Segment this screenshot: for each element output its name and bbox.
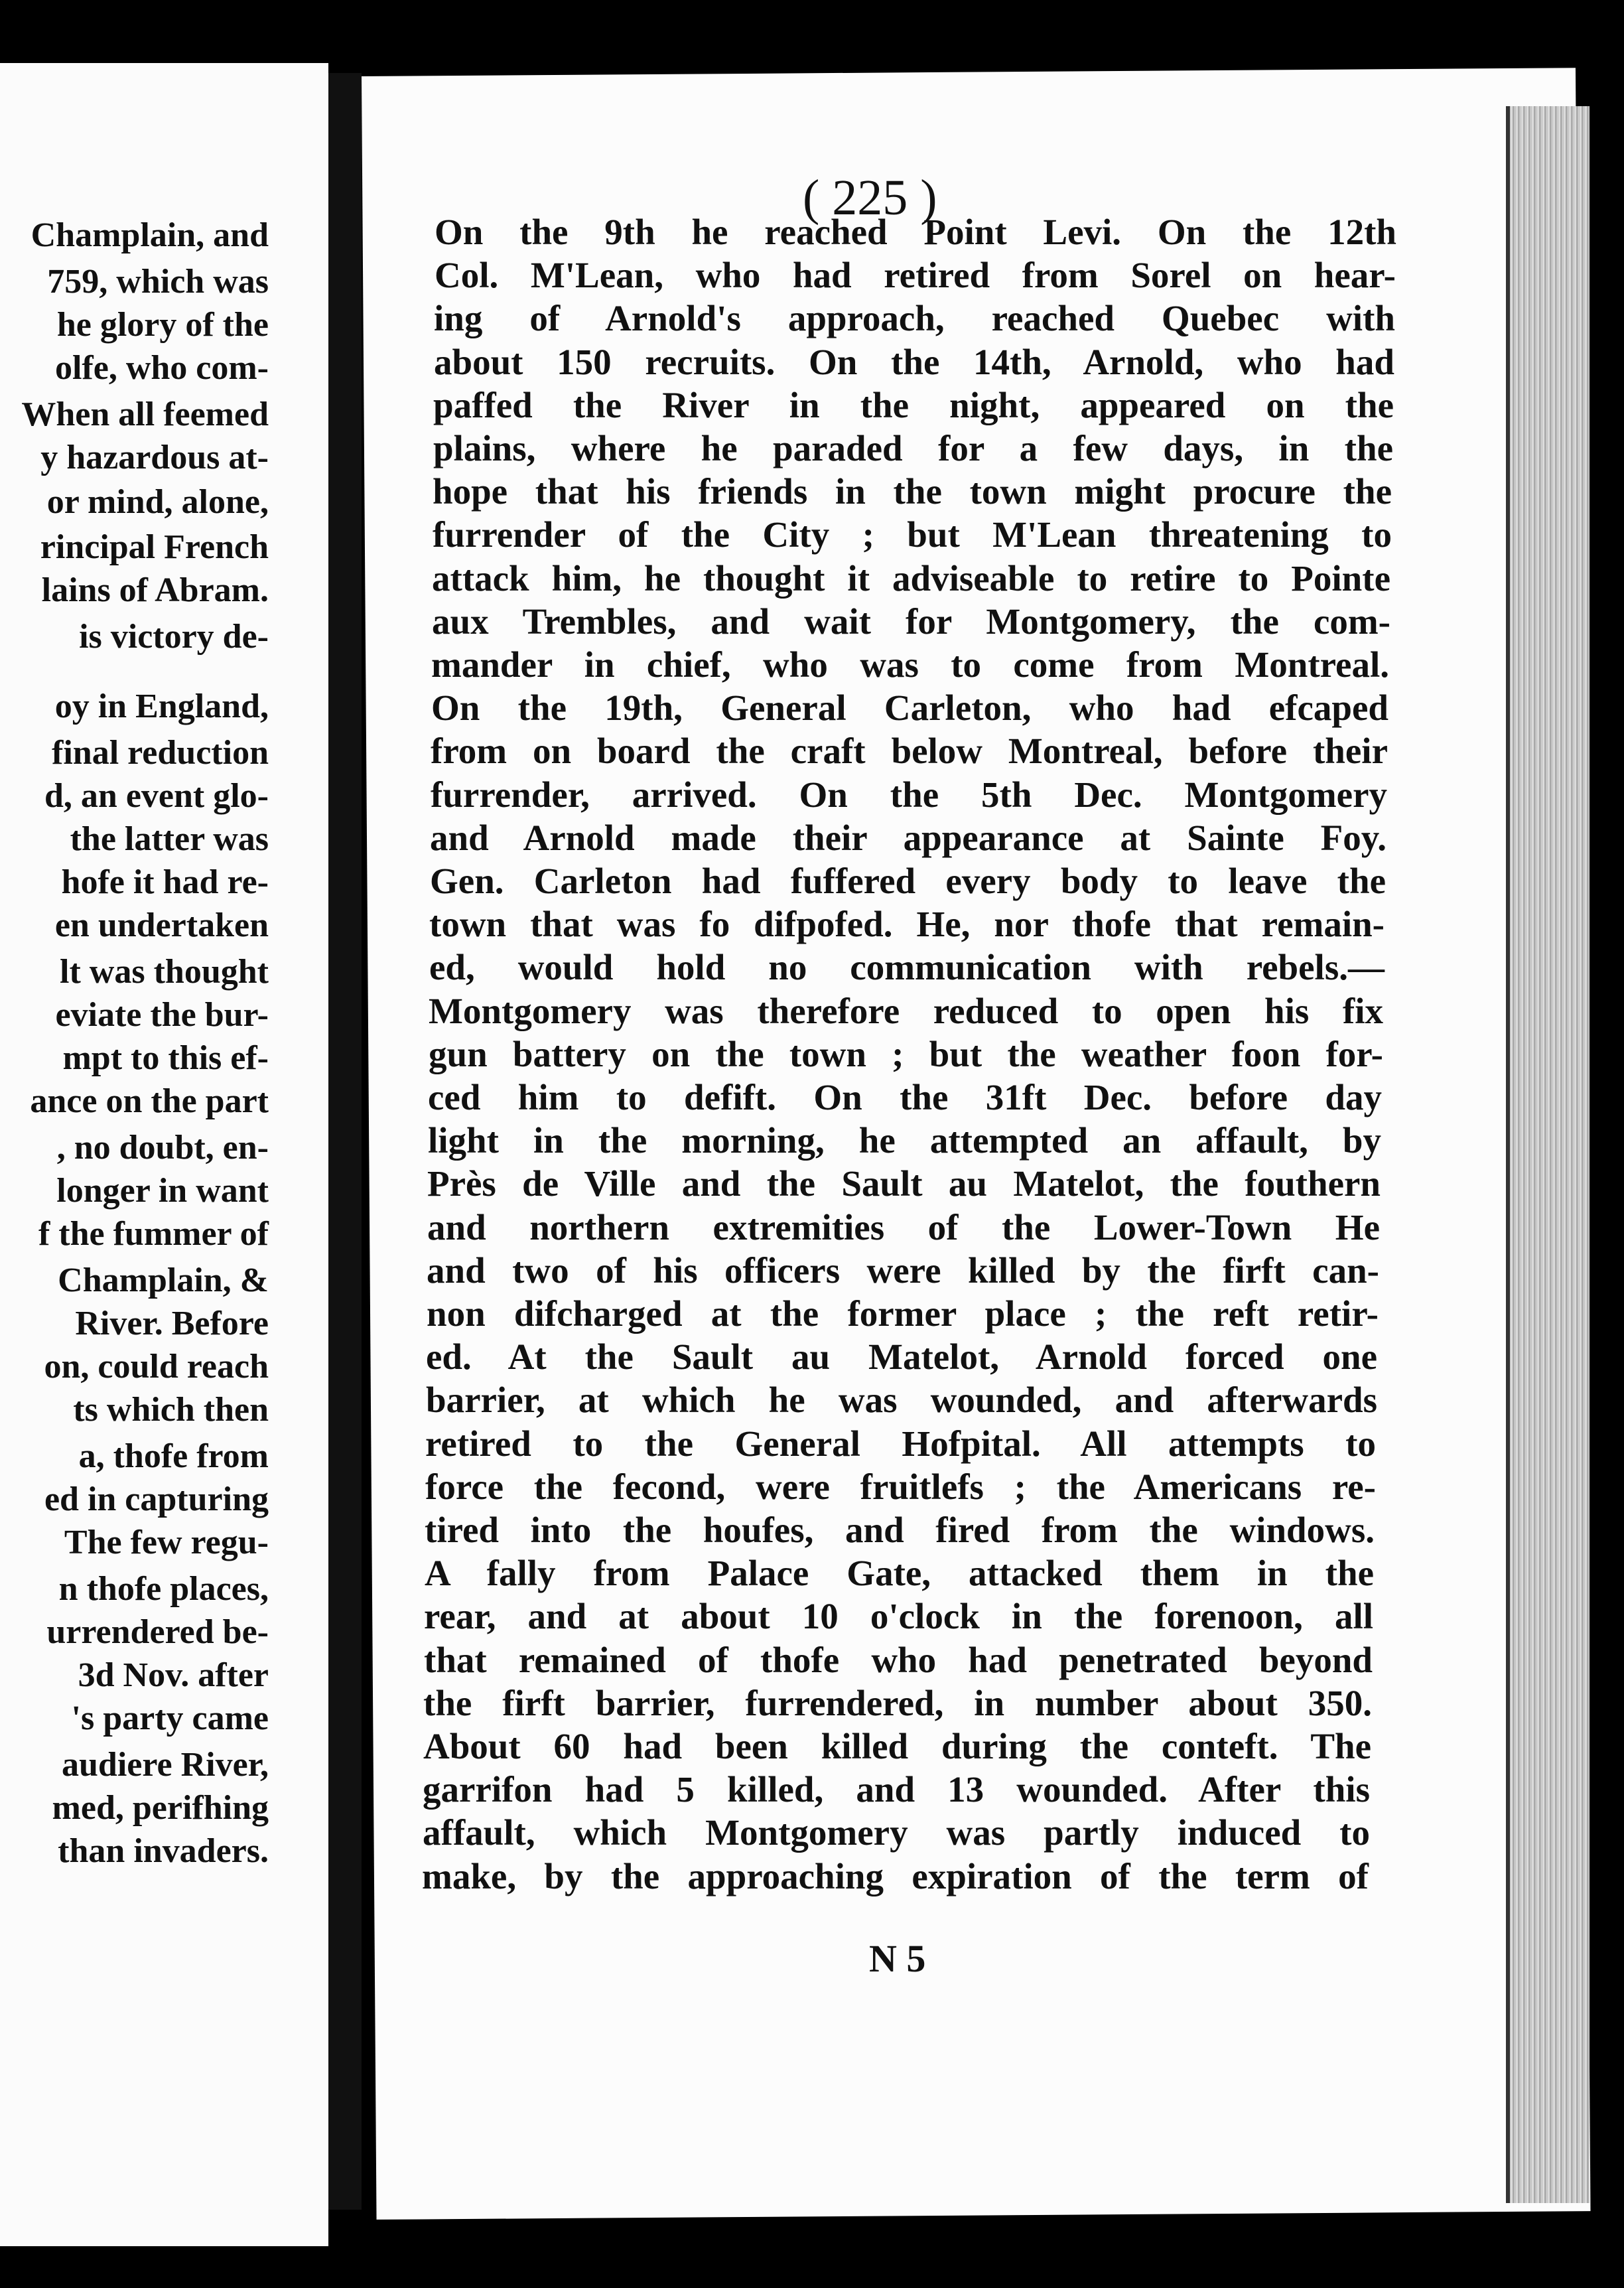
body-text-line: retired to the General Hofpital. All attempts to — [425, 1423, 1376, 1464]
left-page-line: eviate the bur- — [55, 996, 269, 1034]
body-text-line: the firft barrier, furrendered, in number about 350. — [423, 1683, 1372, 1723]
left-page-line: on, could reach — [44, 1348, 269, 1386]
body-text-line: ed. At the Sault au Matelot, Arnold forced one — [426, 1336, 1377, 1377]
left-facing-page — [0, 63, 328, 2246]
body-text-line: barrier, at which he was wounded, and afterwards — [426, 1380, 1377, 1420]
body-text-line: garrifon had 5 killed, and 13 wounded. After this — [423, 1769, 1370, 1810]
body-text-line: ced him to defift. On the 31ft Dec. before day — [428, 1077, 1382, 1117]
left-page-line: ance on the part — [30, 1082, 269, 1120]
left-page-line: When all feemed — [21, 395, 269, 433]
body-text-line: aux Trembles, and wait for Montgomery, the com- — [432, 601, 1390, 642]
page-edges — [1506, 106, 1590, 2203]
left-page-line: d, an event glo- — [44, 777, 269, 815]
left-page-line: lains of Abram. — [41, 571, 269, 609]
left-page-line: final reduction — [52, 734, 269, 772]
body-text-line: and two of his officers were killed by the firft can- — [427, 1250, 1379, 1291]
page-number-header: ( 225 ) — [803, 170, 937, 226]
left-page-line: en undertaken — [54, 906, 269, 944]
left-page-line: The few regu- — [64, 1524, 269, 1561]
body-text-line: gun battery on the town ; but the weather foon for- — [429, 1034, 1383, 1074]
body-text-line: ed, would hold no communication with rebels.— — [429, 947, 1385, 987]
left-page-line: River. Before — [75, 1305, 269, 1342]
left-page-line: med, perifhing — [52, 1789, 269, 1827]
left-page-line: 's party came — [71, 1699, 269, 1737]
left-page-line: , no doubt, en- — [56, 1129, 269, 1167]
signature-mark: N 5 — [869, 1937, 926, 1980]
left-page-line: Champlain, & — [58, 1261, 269, 1299]
left-page-line: Champlain, and — [31, 216, 269, 254]
body-text-line: plains, where he paraded for a few days, in the — [433, 428, 1393, 468]
left-page-line: rincipal French — [40, 528, 269, 566]
left-page-line: hofe it had re- — [61, 863, 269, 901]
left-page-line: olfe, who com- — [54, 349, 269, 387]
left-page-line: n thofe places, — [58, 1570, 269, 1608]
left-page-line: 3d Nov. after — [78, 1656, 269, 1694]
left-page-line: than invaders. — [58, 1832, 269, 1870]
body-text-line: Près de Ville and the Sault au Matelot, the fouthern — [427, 1163, 1381, 1204]
left-page-line: f the fummer of — [38, 1215, 269, 1253]
body-text-line: from on board the craft below Montreal, before their — [431, 731, 1388, 771]
body-text-line: non difcharged at the former place ; the reft retir- — [427, 1293, 1379, 1334]
body-text-line: Montgomery was therefore reduced to open his fix — [429, 991, 1383, 1031]
body-text-line: furrender, arrived. On the 5th Dec. Montgomery — [431, 774, 1387, 815]
body-text-line: mander in chief, who was to come from Montreal. — [431, 644, 1389, 685]
left-page-line: mpt to this ef- — [62, 1039, 269, 1077]
body-text-line: light in the morning, he attempted an affault, by — [428, 1120, 1381, 1161]
left-page-line: longer in want — [56, 1172, 269, 1210]
left-page-line: lt was thought — [60, 953, 269, 991]
left-page-line: ed in capturing — [44, 1480, 269, 1518]
body-text-line: furrender of the City ; but M'Lean threatening to — [433, 514, 1392, 555]
body-text-line: On the 9th he reached Point Levi. On the 12th — [435, 212, 1396, 252]
body-text-line: about 150 recruits. On the 14th, Arnold, who had — [434, 342, 1394, 382]
body-text-line: paffed the River in the night, appeared on the — [433, 385, 1394, 425]
body-text-line: hope that his friends in the town might procure the — [433, 471, 1392, 512]
body-text-line: A fally from Palace Gate, attacked them in the — [425, 1553, 1374, 1593]
body-text-line: rear, and at about 10 o'clock in the forenoon, all — [424, 1596, 1373, 1636]
body-text-line: About 60 had been killed during the conteft. The — [423, 1726, 1371, 1766]
left-page-line: urrendered be- — [46, 1613, 269, 1651]
body-text-line: attack him, he thought it adviseable to retire to Pointe — [432, 558, 1390, 599]
body-text-line: make, by the approaching expiration of the term of — [422, 1856, 1369, 1896]
left-page-line: the latter was — [70, 820, 269, 858]
left-page-line: he glory of the — [56, 306, 269, 344]
body-text-line: and northern extremities of the Lower-Town He — [427, 1207, 1380, 1248]
body-text-line: and Arnold made their appearance at Sainte Foy. — [430, 818, 1387, 858]
book-gutter — [328, 73, 362, 2210]
body-text-line: Gen. Carleton had fuffered every body to leave the — [430, 861, 1386, 901]
left-page-line: is victory de- — [79, 618, 269, 656]
body-text-line: Col. M'Lean, who had retired from Sorel on hear- — [435, 255, 1396, 295]
left-page-line: 759, which was — [47, 263, 269, 301]
left-page-line: audiere River, — [62, 1746, 269, 1784]
left-page-line: oy in England, — [54, 687, 269, 725]
body-text-line: affault, which Montgomery was partly induced to — [423, 1812, 1370, 1853]
body-text-line: tired into the houfes, and fired from the windows. — [425, 1510, 1375, 1550]
body-text-line: that remained of thofe who had penetrated beyond — [424, 1640, 1373, 1680]
left-page-line: or mind, alone, — [46, 483, 269, 521]
body-text-line: ing of Arnold's approach, reached Quebec with — [434, 298, 1395, 338]
left-page-line: y hazardous at- — [40, 439, 269, 476]
left-page-line: ts which then — [73, 1391, 269, 1429]
body-text-line: On the 19th, General Carleton, who had efcaped — [431, 687, 1388, 728]
left-page-line: a, thofe from — [78, 1437, 269, 1475]
body-text-line: town that was fo difpofed. He, nor thofe that remain- — [429, 904, 1385, 944]
body-text-line: force the fecond, were fruitlefs ; the Americans re- — [425, 1466, 1376, 1507]
